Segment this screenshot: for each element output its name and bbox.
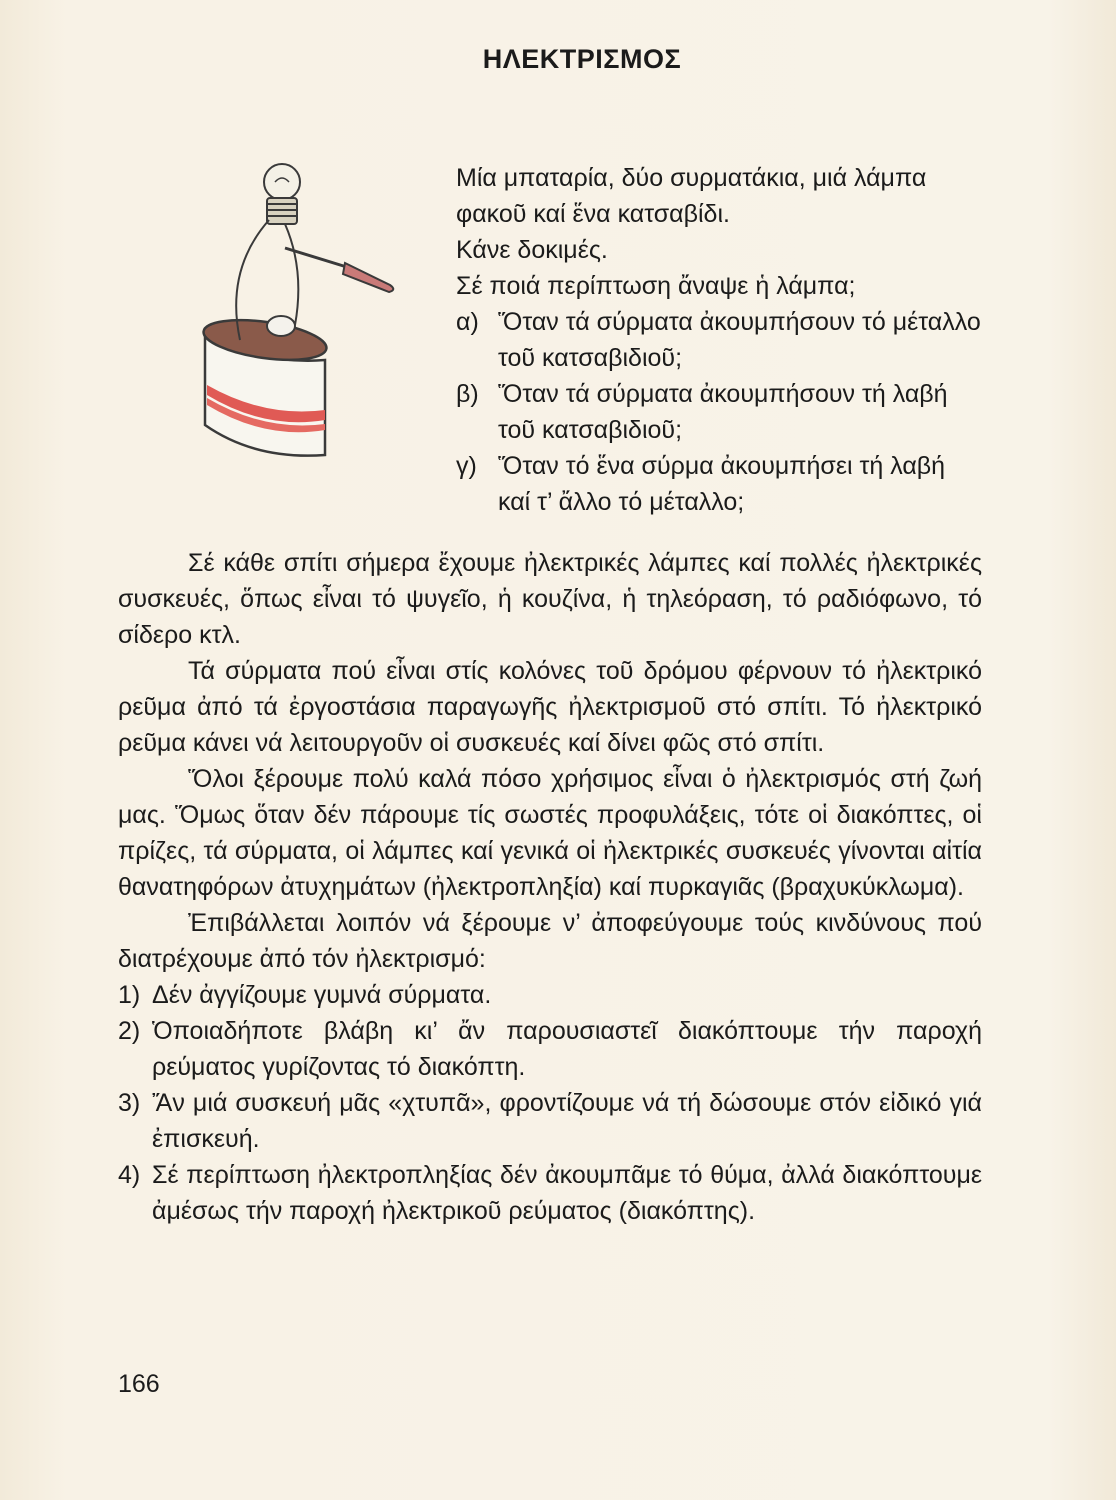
paragraph: Τά σύρματα πού εἶναι στίς κολόνες τοῦ δρόμου φέρνουν τό ἠλεκτρικό ρεῦμα ἀπό τά ἐργοστάσια παραγωγῆς ἠλεκτρισμοῦ στό σπίτι. Τό ἠλεκτρικό ρεῦμα κάνει νά λειτουργοῦν οἱ συσκευές καί δίνει φῶς στό σπίτι. [118, 657, 982, 757]
list-item [118, 977, 982, 1013]
option-b [456, 376, 981, 448]
experiment-question: Σέ ποιά περίπτωση ἄναψε ἡ λάμπα; [456, 272, 856, 300]
option-a [456, 304, 981, 376]
list-number: 1) [118, 981, 141, 1009]
list-number: 4) [118, 1161, 141, 1189]
page-title: ΗΛΕΚΤΡΙΣΜΟΣ [482, 44, 682, 74]
option-text: Ὅταν τά σύρματα ἀκουμπήσουν τό μέταλλο τοῦ κατσαβιδιοῦ; [498, 308, 981, 372]
experiment-section [456, 160, 981, 520]
battery-bulb-illustration [185, 160, 405, 460]
option-c [456, 448, 981, 520]
paragraph: Ἐπιβάλλεται λοιπόν νά ξέρουμε ν’ ἀποφεύγουμε τούς κινδύνους πού διατρέχουμε ἀπό τόν ἠλεκτρισμό: [118, 909, 982, 973]
safety-list [118, 977, 982, 1229]
battery-terminal [267, 316, 295, 336]
wire-right [285, 224, 298, 325]
list-text: Δέν ἀγγίζουμε γυμνά σύρματα. [152, 981, 492, 1009]
page-number: 166 [118, 1370, 160, 1398]
bulb-glass [264, 164, 300, 200]
screwdriver-handle [343, 263, 393, 292]
option-label: β) [456, 380, 479, 408]
paragraph: Ὅλοι ξέρουμε πολύ καλά πόσο χρήσιμος εἶναι ὁ ἠλεκτρισμός στή ζωή μας. Ὅμως ὅταν δέν πάρουμε τίς σωστές προφυλάξεις, τότε οἱ διακόπτες, οἱ πρίζες, τά σύρματα, οἱ λάμπες καί γενικά οἱ ἠλεκτρικές συσκευές γίνονται αἰτία θανατηφόρων ἀτυχημάτων (ἠλεκτροπληξία) καί πυρκαγιᾶς (βραχυκύκλωμα). [118, 765, 982, 901]
list-number: 2) [118, 1017, 141, 1045]
list-number: 3) [118, 1089, 141, 1117]
list-item [118, 1013, 982, 1085]
list-item [118, 1157, 982, 1229]
paragraph: Σέ κάθε σπίτι σήμερα ἔχουμε ἠλεκτρικές λάμπες καί πολλές ἠλεκτρικές συσκευές, ὅπως εἶναι τό ψυγεῖο, ἡ κουζίνα, ἡ τηλεόραση, τό ραδιόφωνο, τό σίδερο κτλ. [118, 549, 982, 649]
experiment-instruction: Κάνε δοκιμές. [456, 236, 608, 264]
list-text: Ὁποιαδήποτε βλάβη κι’ ἄν παρουσιαστεῖ διακόπτουμε τήν παροχή ρεύματος γυρίζοντας τό διακόπτη. [152, 1017, 982, 1081]
option-label: γ) [456, 452, 477, 480]
option-text: Ὅταν τό ἕνα σύρμα ἀκουμπήσει τή λαβή καί τ’ ἄλλο τό μέταλλο; [498, 452, 946, 516]
list-item [118, 1085, 982, 1157]
experiment-intro: Μία μπαταρία, δύο συρματάκια, μιά λάμπα φακοῦ καί ἕνα κατσαβίδι. [456, 164, 927, 228]
list-text: Σέ περίπτωση ἠλεκτροπληξίας δέν ἀκουμπᾶμε τό θύμα, ἀλλά διακόπτουμε ἀμέσως τήν παροχή ἠλεκτρικοῦ ρεύματος (διακόπτης). [152, 1161, 982, 1225]
list-text: Ἄν μιά συσκευή μᾶς «χτυπᾶ», φροντίζουμε νά τή δώσουμε στόν εἰδικό γιά ἐπισκευή. [152, 1089, 982, 1153]
option-text: Ὅταν τά σύρματα ἀκουμπήσουν τή λαβή τοῦ κατσαβιδιοῦ; [498, 380, 948, 444]
option-label: α) [456, 308, 479, 336]
body-text [118, 545, 982, 1229]
